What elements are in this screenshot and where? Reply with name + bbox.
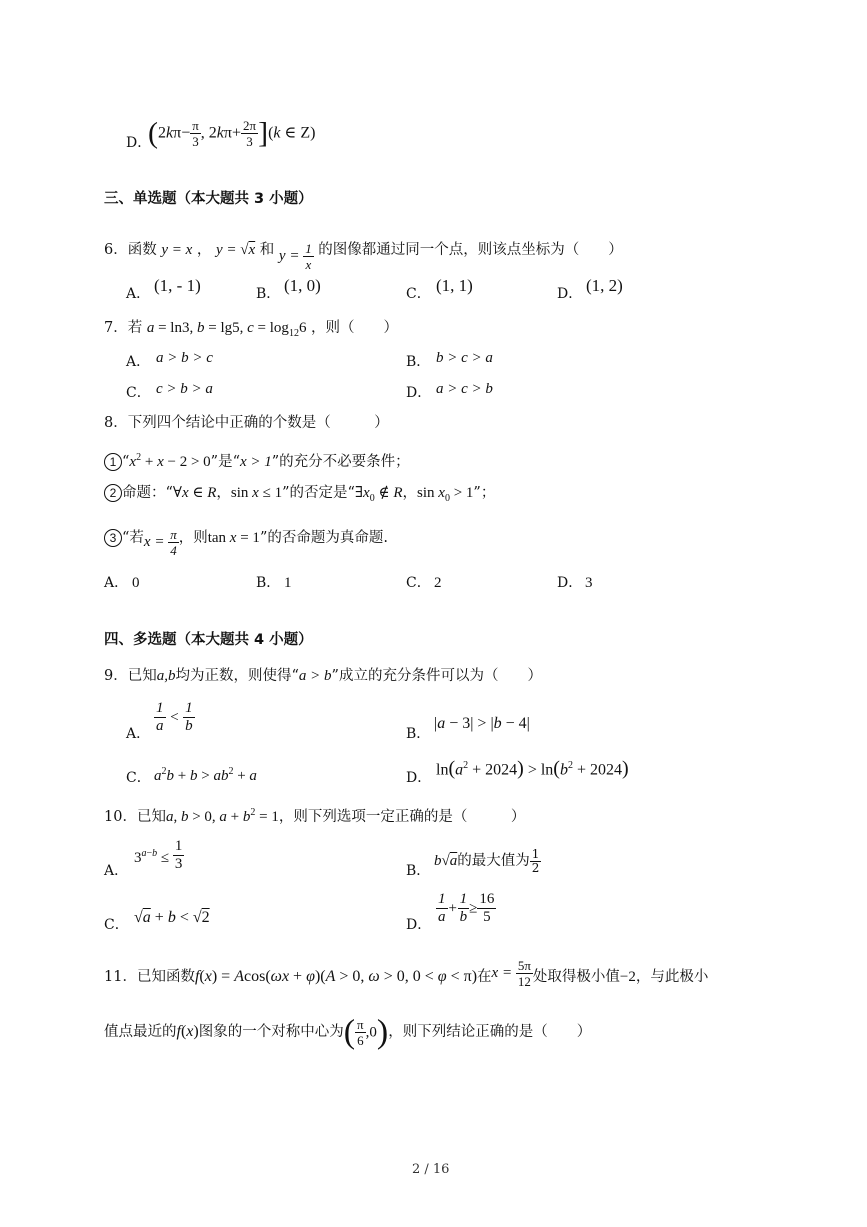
q10-option-b-text: 的最大值为 <box>457 853 530 869</box>
q7-option-a-label: A． <box>126 354 151 370</box>
q8-statement-2-number: 2 <box>104 484 122 502</box>
q11-math-2: x = $\frac{5\pi}{12}$ <box>491 958 531 990</box>
q7-option-b-label: B． <box>406 354 431 370</box>
q7-option-c: c > b > a <box>156 381 213 397</box>
q9-math-1: a,b <box>156 668 176 684</box>
q8-s2-math-2: sin x ≤ 1 <box>230 485 283 501</box>
q6-option-c-label: C． <box>406 286 431 302</box>
q10-option-a: $3^{a-b}$ ≤ $\frac{1}{3}$ <box>134 838 183 872</box>
q8-s2-text: ”； <box>473 485 496 501</box>
q8-option-c-label: C． <box>406 575 431 591</box>
question-9-stem <box>104 666 542 686</box>
q10-suffix: ，则下列选项一定正确的是（ ） <box>278 809 526 825</box>
section-3-title: 三、单选题（本大题共 3 小题） <box>104 191 313 207</box>
question-11-stem-line-2 <box>104 1014 591 1051</box>
q8-s2-text: 命题：“ <box>122 485 173 501</box>
q11-text: 处取得极小值 <box>532 969 620 985</box>
q11-text: ，与此极小 <box>635 969 709 985</box>
q8-option-a-label: A． <box>104 575 129 591</box>
q8-s3-text: ，则 <box>178 530 208 546</box>
q6-suffix: 的图像都通过同一个点，则该点坐标为（ ） <box>318 242 623 258</box>
q7-prefix: 7．若 <box>104 320 143 336</box>
q8-option-d-label: D． <box>557 575 583 591</box>
q6-option-a: (1, - 1) <box>154 276 201 295</box>
q8-statement-1 <box>104 448 410 472</box>
q8-s2-math-1: ∀x ∈ R <box>172 485 217 501</box>
question-7-stem <box>104 318 398 344</box>
q8-option-b: 1 <box>284 575 292 591</box>
q7-option-a: a > b > c <box>156 350 213 366</box>
q8-statement-3-number: 3 <box>104 529 122 547</box>
q10-option-c: √a + b < √2 <box>134 909 210 926</box>
q11-math-4: f(x) <box>176 1023 199 1040</box>
q6-function-1: y = x <box>161 242 193 258</box>
q8-s3-text: “若 <box>122 530 144 546</box>
q10-prefix: 10．已知 <box>104 809 166 825</box>
q8-s2-text: ， <box>216 485 231 501</box>
q7-suffix: ，则（ ） <box>311 320 399 336</box>
q9-option-b: |a − 3| > |b − 4| <box>434 715 530 732</box>
q6-option-d: (1, 2) <box>586 276 623 295</box>
q8-s1-math-2: x > 1 <box>239 454 272 470</box>
q9-mid: 均为正数，则使得“ <box>175 668 299 684</box>
q10-option-d-label: D． <box>406 917 432 933</box>
q8-s2-math-3: $\exists x_0$ ∉ R <box>354 485 403 504</box>
q10-option-c-label: C． <box>104 917 129 933</box>
q10-option-b-label: B． <box>406 863 431 879</box>
section-4-title: 四、多选题（本大题共 4 小题） <box>104 632 313 648</box>
q8-statement-1-number: 1 <box>104 453 122 471</box>
question-6-stem <box>104 238 623 272</box>
q7-option-b: b > c > a <box>436 350 493 366</box>
q11-prefix: 11．已知函数 <box>104 969 195 985</box>
q8-option-d: 3 <box>585 575 593 591</box>
q6-option-a-label: A． <box>126 286 151 302</box>
q6-prefix: 6．函数 <box>104 242 157 258</box>
q9-option-a-label: A． <box>126 726 151 742</box>
q8-s1-text: ”是“ <box>210 454 240 470</box>
q7-option-c-label: C． <box>126 385 151 401</box>
q8-option-b-label: B． <box>256 575 281 591</box>
question-11-stem-line-1 <box>104 956 708 994</box>
q6-and: 和 <box>259 242 275 258</box>
q6-option-c: (1, 1) <box>436 276 473 295</box>
q9-suffix: ”成立的充分条件可以为（ ） <box>331 668 542 684</box>
q9-option-c: $a^2b + b > ab^2 + a$ <box>154 766 257 784</box>
q6-function-3: y = $\frac{1}{x}$ <box>278 241 312 273</box>
question-8-stem: 8．下列四个结论中正确的个数是（ ） <box>104 415 389 431</box>
q7-math: a = ln3, b = lg5, $c = \log_{12}6$ <box>146 320 307 339</box>
q8-s3-text: ”的否命题为真命题. <box>259 530 388 546</box>
q6-option-b-label: B． <box>256 286 281 302</box>
q8-option-c: 2 <box>434 575 442 591</box>
q8-option-a: 0 <box>132 575 140 591</box>
q10-option-a-label: A． <box>104 863 129 879</box>
q11-text: 值点最近的 <box>104 1024 177 1040</box>
question-10-stem <box>104 803 525 827</box>
q9-option-a: $\frac{1}{a}$ < $\frac{1}{b}$ <box>156 700 193 734</box>
q8-s1-text: “ <box>122 454 130 470</box>
q11-math-3: −2 <box>619 969 636 985</box>
q8-statement-2 <box>104 483 495 509</box>
q9-prefix: 9．已知 <box>104 668 157 684</box>
q11-text: 图象的一个对称中心为 <box>198 1024 344 1040</box>
q8-s1-text: ”的充分不必要条件； <box>271 454 410 470</box>
q10-option-b <box>434 846 541 876</box>
q10-option-b-value: $\frac{1}{2}$ <box>531 846 540 875</box>
q11-text: ，则下列结论正确的是（ ） <box>388 1024 592 1040</box>
q5-option-d-label: D． <box>126 135 152 151</box>
q9-option-b-label: B． <box>406 726 431 742</box>
q9-option-c-label: C． <box>126 770 151 786</box>
q10-option-b-math: b√a <box>434 853 458 869</box>
q11-math-5: ( $\frac{\pi}{6}$ ,0) <box>343 1013 389 1051</box>
q11-math-1: f(x) = Acos(ωx + φ)(A > 0, ω > 0, 0 < φ < π) <box>194 968 478 985</box>
q8-s2-math-4: $\sin x_0 > 1$ <box>417 485 474 504</box>
q11-text: 在 <box>477 969 492 985</box>
q9-math-2: a > b <box>298 668 332 684</box>
q8-s1-math-1: $x^2 + x - 2 > 0$ <box>129 452 211 470</box>
q8-s2-text: ， <box>402 485 417 501</box>
q10-option-d: $\frac{1}{a}$ + $\frac{1}{b}$ ≥ $\frac{16}{5}$ <box>438 891 495 925</box>
q9-option-d-label: D． <box>406 770 432 786</box>
q6-sep: ， <box>196 242 212 258</box>
q8-statement-3 <box>104 524 388 558</box>
q7-option-d: a > c > b <box>436 381 493 397</box>
q8-s3-math-1: x = $\frac{\pi}{4}$ <box>143 527 177 559</box>
q6-option-b: (1, 0) <box>284 276 321 295</box>
q9-option-d: $\ln(a^2 + 2024) > \ln(b^2 + 2024)$ <box>436 757 629 780</box>
q7-option-d-label: D． <box>406 385 432 401</box>
q8-s2-text: ”的否定是“ <box>282 485 355 501</box>
q5-option-d-math: (2kπ− $\frac{\pi}{3}$ , 2kπ+ $\frac{2\pi}{3}$ ](k ∈ Z) <box>148 116 316 150</box>
q10-math: a, b > 0, $a + b^2 = 1$ <box>165 807 279 825</box>
page-number: 2 / 16 <box>412 1162 450 1177</box>
q8-s3-math-2: tan x = 1 <box>207 530 260 546</box>
q6-option-d-label: D． <box>557 286 583 302</box>
q6-function-2: y = √x <box>216 242 256 258</box>
